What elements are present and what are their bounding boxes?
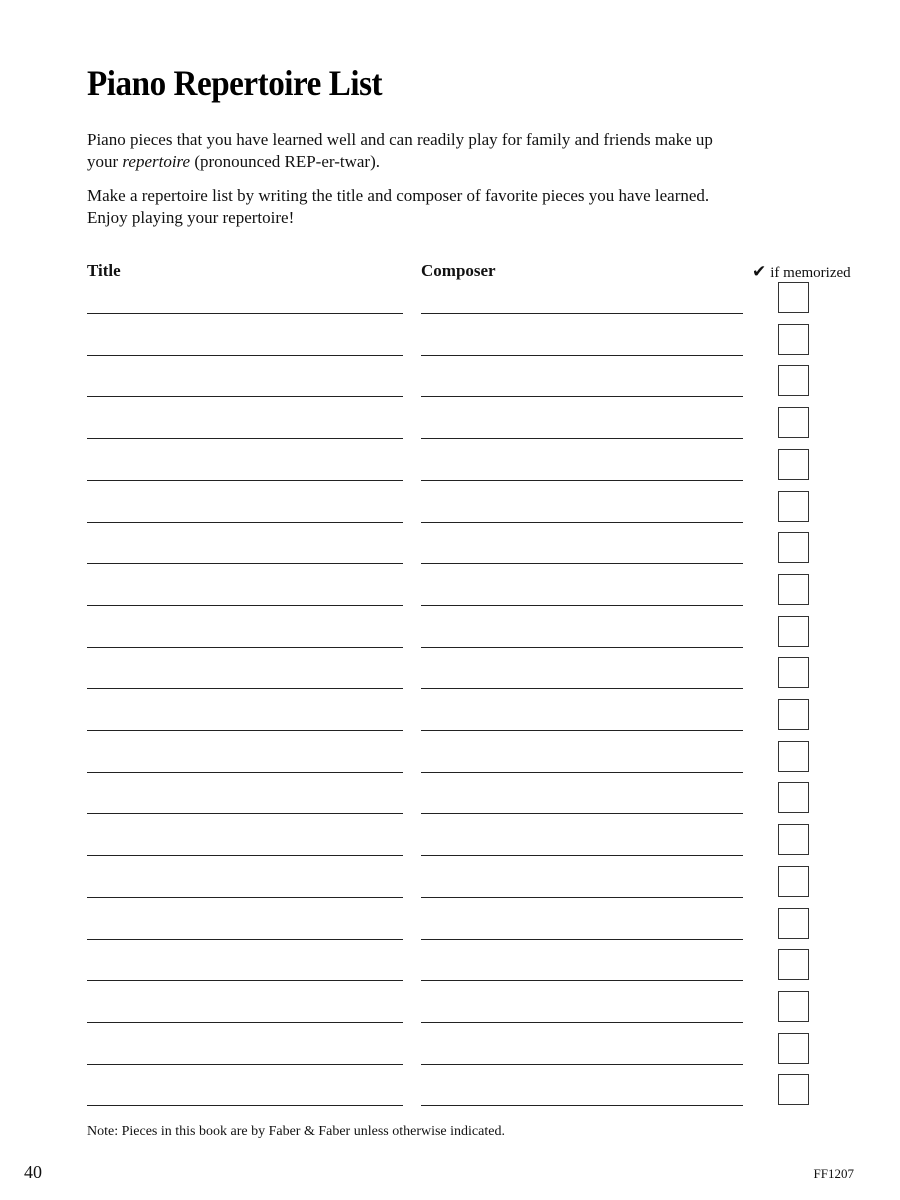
- memorized-checkbox[interactable]: [778, 657, 809, 688]
- title-entry-line[interactable]: [87, 480, 403, 481]
- title-entry-line[interactable]: [87, 313, 403, 314]
- memorized-checkbox[interactable]: [778, 1033, 809, 1064]
- composer-entry-line[interactable]: [421, 688, 743, 689]
- memorized-label: if memorized: [770, 265, 851, 281]
- column-header-title: Title: [87, 261, 121, 280]
- composer-entry-line[interactable]: [421, 897, 743, 898]
- composer-entry-line[interactable]: [421, 647, 743, 648]
- book-code: FF1207: [813, 1166, 854, 1181]
- composer-entry-line[interactable]: [421, 730, 743, 731]
- memorized-checkbox[interactable]: [778, 908, 809, 939]
- composer-entry-line[interactable]: [421, 396, 743, 397]
- composer-entry-line[interactable]: [421, 438, 743, 439]
- composer-entry-line[interactable]: [421, 1105, 743, 1106]
- memorized-checkbox[interactable]: [778, 949, 809, 980]
- title-entry-line[interactable]: [87, 688, 403, 689]
- title-entry-line[interactable]: [87, 1022, 403, 1023]
- memorized-checkbox[interactable]: [778, 365, 809, 396]
- title-entry-line[interactable]: [87, 438, 403, 439]
- composer-entry-line[interactable]: [421, 522, 743, 523]
- memorized-checkbox[interactable]: [778, 782, 809, 813]
- title-entry-line[interactable]: [87, 813, 403, 814]
- title-entry-line[interactable]: [87, 730, 403, 731]
- composer-entry-line[interactable]: [421, 813, 743, 814]
- page-number: 40: [24, 1162, 42, 1182]
- title-entry-line[interactable]: [87, 563, 403, 564]
- intro-italic-term: repertoire: [122, 152, 191, 171]
- composer-entry-line[interactable]: [421, 605, 743, 606]
- title-entry-line[interactable]: [87, 980, 403, 981]
- composer-entry-line[interactable]: [421, 772, 743, 773]
- checkmark-icon: ✔: [752, 262, 767, 282]
- composer-entry-line[interactable]: [421, 563, 743, 564]
- page-title: Piano Repertoire List: [87, 63, 383, 103]
- memorized-checkbox[interactable]: [778, 741, 809, 772]
- memorized-checkbox[interactable]: [778, 991, 809, 1022]
- memorized-checkbox[interactable]: [778, 866, 809, 897]
- composer-entry-line[interactable]: [421, 1064, 743, 1065]
- title-entry-line[interactable]: [87, 605, 403, 606]
- memorized-checkbox[interactable]: [778, 574, 809, 605]
- composer-entry-line[interactable]: [421, 855, 743, 856]
- composer-entry-line[interactable]: [421, 480, 743, 481]
- memorized-checkbox[interactable]: [778, 699, 809, 730]
- memorized-checkbox[interactable]: [778, 282, 809, 313]
- title-entry-line[interactable]: [87, 396, 403, 397]
- composer-entry-line[interactable]: [421, 355, 743, 356]
- intro-paragraph-2: Make a repertoire list by writing the title and composer of favorite pieces you have learned. Enjoy playing your repertoire!: [87, 186, 710, 227]
- memorized-checkbox[interactable]: [778, 532, 809, 563]
- composer-entry-line[interactable]: [421, 980, 743, 981]
- memorized-checkbox[interactable]: [778, 824, 809, 855]
- title-entry-line[interactable]: [87, 772, 403, 773]
- title-entry-line[interactable]: [87, 1064, 403, 1065]
- title-entry-line[interactable]: [87, 939, 403, 940]
- title-entry-line[interactable]: [87, 897, 403, 898]
- memorized-checkbox[interactable]: [778, 324, 809, 355]
- list-row: [0, 0, 900, 42]
- footnote: Note: Pieces in this book are by Faber & Faber unless otherwise indicated.: [87, 1124, 505, 1139]
- title-entry-line[interactable]: [87, 522, 403, 523]
- memorized-checkbox[interactable]: [778, 1074, 809, 1105]
- intro-text-end: (pronounced REP-er-twar).: [190, 152, 380, 171]
- intro-text-start: Piano pieces that you have learned well and can readily play for family and friends make up your: [87, 130, 713, 171]
- composer-entry-line[interactable]: [421, 313, 743, 314]
- composer-entry-line[interactable]: [421, 1022, 743, 1023]
- column-header-composer: Composer: [421, 261, 496, 280]
- memorized-checkbox[interactable]: [778, 449, 809, 480]
- memorized-checkbox[interactable]: [778, 616, 809, 647]
- memorized-checkbox[interactable]: [778, 407, 809, 438]
- title-entry-line[interactable]: [87, 647, 403, 648]
- composer-entry-line[interactable]: [421, 939, 743, 940]
- memorized-checkbox[interactable]: [778, 491, 809, 522]
- title-entry-line[interactable]: [87, 355, 403, 356]
- title-entry-line[interactable]: [87, 1105, 403, 1106]
- title-entry-line[interactable]: [87, 855, 403, 856]
